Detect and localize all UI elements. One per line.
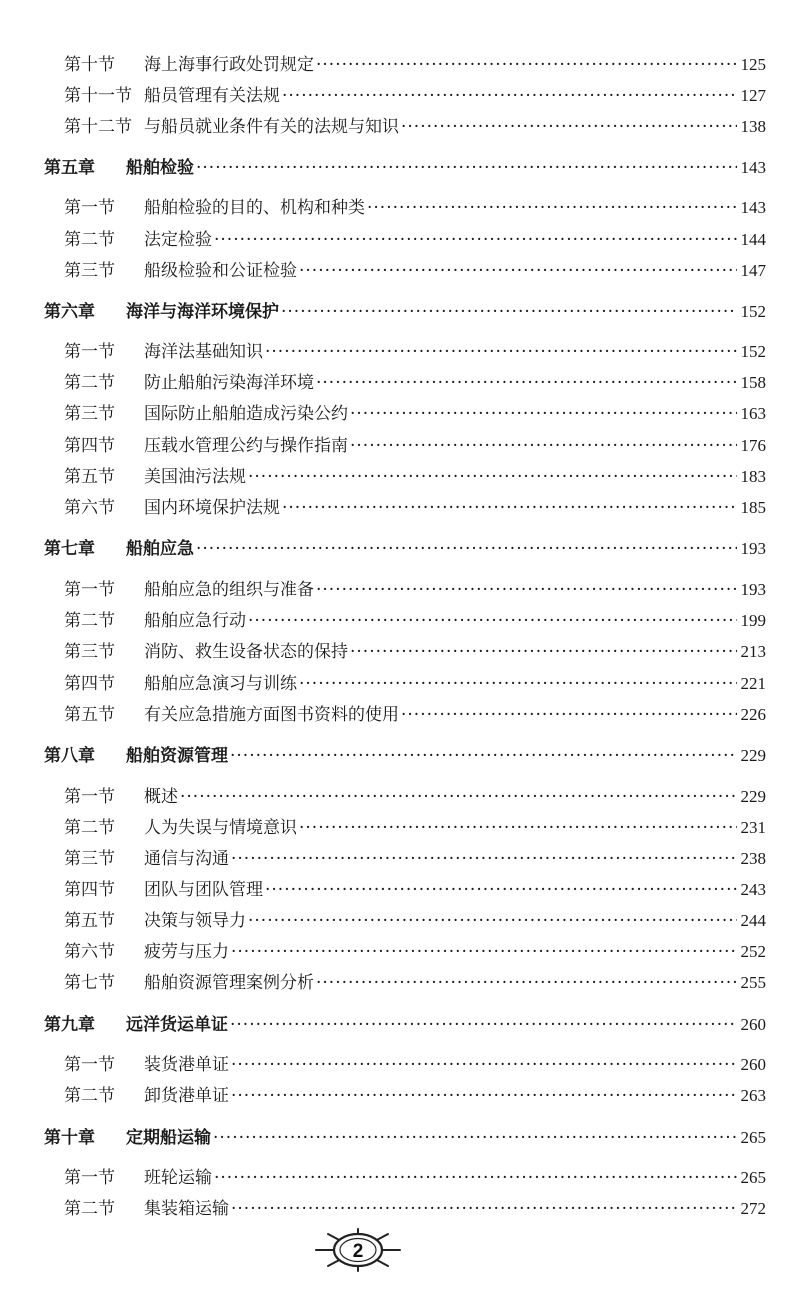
section-number: 第一节 (64, 342, 115, 362)
section-number: 第四节 (64, 880, 115, 900)
dot-leader (265, 338, 737, 366)
dot-leader (196, 535, 737, 563)
section-title: 班轮运输 (144, 1168, 212, 1188)
section-number: 第一节 (64, 1168, 115, 1188)
section-number: 第二节 (64, 1199, 115, 1219)
section-title: 船舶应急行动 (144, 611, 246, 631)
section-entry (64, 845, 766, 873)
section-entry (64, 400, 766, 428)
page-reference: 229 (740, 787, 766, 806)
section-title: 法定检验 (144, 230, 212, 250)
dot-leader (316, 369, 737, 397)
dot-leader (316, 969, 737, 997)
dot-leader (282, 82, 737, 110)
chapter-title: 船舶检验 (126, 158, 194, 178)
page-reference: 143 (740, 158, 766, 177)
page-reference: 144 (740, 230, 766, 249)
dot-leader (196, 154, 737, 182)
section-number: 第一节 (64, 198, 115, 218)
page-reference: 255 (740, 973, 766, 992)
section-title: 美国油污法规 (144, 467, 246, 487)
section-title: 概述 (144, 787, 178, 807)
chapter-entry (44, 1124, 766, 1152)
section-title: 与船员就业条件有关的法规与知识 (144, 117, 399, 137)
section-entry (64, 257, 766, 285)
section-title: 船舶资源管理案例分析 (144, 973, 314, 993)
page-reference: 176 (740, 436, 766, 455)
dot-leader (299, 670, 737, 698)
section-number: 第四节 (64, 674, 115, 694)
page-reference: 265 (740, 1168, 766, 1187)
section-entry (64, 1082, 766, 1110)
chapter-title: 海洋与海洋环境保护 (126, 302, 279, 322)
dot-leader (281, 298, 737, 326)
page-reference: 127 (740, 86, 766, 105)
section-entry (64, 969, 766, 997)
page-reference: 265 (740, 1128, 766, 1147)
section-number: 第二节 (64, 611, 115, 631)
section-number: 第二节 (64, 230, 115, 250)
dot-leader (299, 257, 737, 285)
dot-leader (231, 845, 737, 873)
section-number: 第五节 (64, 911, 115, 931)
page-reference: 252 (740, 942, 766, 961)
chapter-title: 船舶应急 (126, 539, 194, 559)
dot-leader (230, 742, 737, 770)
section-title: 船舶应急的组织与准备 (144, 580, 314, 600)
section-number: 第五节 (64, 467, 115, 487)
page-reference: 158 (740, 373, 766, 392)
dot-leader (401, 113, 737, 141)
section-entry (64, 369, 766, 397)
section-entry (64, 907, 766, 935)
dot-leader (350, 638, 737, 666)
section-number: 第一节 (64, 787, 115, 807)
dot-leader (248, 607, 737, 635)
section-entry (64, 1164, 766, 1192)
chapter-number: 第五章 (44, 158, 95, 178)
page-reference: 263 (740, 1086, 766, 1105)
dot-leader (231, 1051, 737, 1079)
chapter-number: 第八章 (44, 746, 95, 766)
section-number: 第十一节 (64, 86, 132, 106)
dot-leader (231, 1195, 737, 1223)
dot-leader (214, 226, 737, 254)
page-reference: 243 (740, 880, 766, 899)
page-reference: 125 (740, 55, 766, 74)
page-reference: 221 (740, 674, 766, 693)
section-title: 决策与领导力 (144, 911, 246, 931)
chapter-number: 第六章 (44, 302, 95, 322)
section-title: 装货港单证 (144, 1055, 229, 1075)
section-title: 国内环境保护法规 (144, 498, 280, 518)
page-reference: 152 (740, 342, 766, 361)
dot-leader (214, 1164, 737, 1192)
chapter-title: 远洋货运单证 (126, 1015, 228, 1035)
page-reference: 185 (740, 498, 766, 517)
page-reference: 183 (740, 467, 766, 486)
dot-leader (230, 1011, 737, 1039)
page-reference: 138 (740, 117, 766, 136)
page-reference: 163 (740, 404, 766, 423)
page-reference: 260 (740, 1015, 766, 1034)
section-title: 通信与沟通 (144, 849, 229, 869)
page-reference: 213 (740, 642, 766, 661)
section-number: 第三节 (64, 849, 115, 869)
section-number: 第三节 (64, 404, 115, 424)
section-title: 团队与团队管理 (144, 880, 263, 900)
dot-leader (231, 1082, 737, 1110)
section-number: 第二节 (64, 373, 115, 393)
section-entry (64, 876, 766, 904)
section-title: 船员管理有关法规 (144, 86, 280, 106)
section-entry (64, 638, 766, 666)
section-entry (64, 194, 766, 222)
section-title: 疲劳与压力 (144, 942, 229, 962)
section-entry (64, 338, 766, 366)
dot-leader (367, 194, 737, 222)
section-entry (64, 1051, 766, 1079)
page-reference: 147 (740, 261, 766, 280)
section-number: 第五节 (64, 705, 115, 725)
chapter-entry (44, 154, 766, 182)
section-title: 船舶应急演习与训练 (144, 674, 297, 694)
section-entry (64, 51, 766, 79)
section-entry (64, 814, 766, 842)
page-reference: 260 (740, 1055, 766, 1074)
section-number: 第十二节 (64, 117, 132, 137)
section-title: 压载水管理公约与操作指南 (144, 436, 348, 456)
section-entry (64, 494, 766, 522)
section-entry (64, 82, 766, 110)
chapter-number: 第九章 (44, 1015, 95, 1035)
section-number: 第十节 (64, 55, 115, 75)
dot-leader (401, 701, 737, 729)
chapter-number: 第七章 (44, 539, 95, 559)
dot-leader (248, 907, 737, 935)
page-reference: 229 (740, 746, 766, 765)
section-entry (64, 938, 766, 966)
section-entry (64, 226, 766, 254)
section-entry (64, 670, 766, 698)
page-reference: 199 (740, 611, 766, 630)
dot-leader (316, 576, 737, 604)
section-number: 第二节 (64, 818, 115, 838)
section-title: 海洋法基础知识 (144, 342, 263, 362)
section-title: 集装箱运输 (144, 1199, 229, 1219)
chapter-number: 第十章 (44, 1128, 95, 1148)
page-reference: 152 (740, 302, 766, 321)
chapter-entry (44, 1011, 766, 1039)
page-reference: 272 (740, 1199, 766, 1218)
section-title: 人为失误与情境意识 (144, 818, 297, 838)
dot-leader (265, 876, 737, 904)
section-entry (64, 607, 766, 635)
section-title: 海上海事行政处罚规定 (144, 55, 314, 75)
page-reference: 226 (740, 705, 766, 724)
section-title: 卸货港单证 (144, 1086, 229, 1106)
chapter-entry (44, 298, 766, 326)
chapter-title: 船舶资源管理 (126, 746, 228, 766)
section-number: 第三节 (64, 261, 115, 281)
section-number: 第六节 (64, 498, 115, 518)
section-number: 第三节 (64, 642, 115, 662)
page-reference: 238 (740, 849, 766, 868)
section-entry (64, 701, 766, 729)
dot-leader (248, 463, 737, 491)
page-number-badge (308, 1226, 408, 1274)
section-title: 船级检验和公证检验 (144, 261, 297, 281)
dot-leader (316, 51, 737, 79)
section-number: 第一节 (64, 1055, 115, 1075)
dot-leader (350, 400, 737, 428)
section-number: 第四节 (64, 436, 115, 456)
section-entry (64, 432, 766, 460)
section-entry (64, 463, 766, 491)
chapter-title: 定期船运输 (126, 1128, 211, 1148)
section-number: 第一节 (64, 580, 115, 600)
page-number: 2 (352, 1241, 364, 1262)
section-entry (64, 1195, 766, 1223)
section-entry (64, 113, 766, 141)
section-number: 第二节 (64, 1086, 115, 1106)
dot-leader (180, 783, 737, 811)
section-title: 防止船舶污染海洋环境 (144, 373, 314, 393)
section-entry (64, 783, 766, 811)
chapter-entry (44, 742, 766, 770)
section-entry (64, 576, 766, 604)
section-title: 有关应急措施方面图书资料的使用 (144, 705, 399, 725)
page-reference: 143 (740, 198, 766, 217)
page-reference: 231 (740, 818, 766, 837)
page-reference: 244 (740, 911, 766, 930)
section-number: 第六节 (64, 942, 115, 962)
chapter-entry (44, 535, 766, 563)
dot-leader (213, 1124, 737, 1152)
dot-leader (299, 814, 737, 842)
dot-leader (350, 432, 737, 460)
page-reference: 193 (740, 539, 766, 558)
section-title: 国际防止船舶造成污染公约 (144, 404, 348, 424)
section-title: 消防、救生设备状态的保持 (144, 642, 348, 662)
page-reference: 193 (740, 580, 766, 599)
ship-wheel-icon (308, 1226, 408, 1274)
dot-leader (231, 938, 737, 966)
dot-leader (282, 494, 737, 522)
section-title: 船舶检验的目的、机构和种类 (144, 198, 365, 218)
section-number: 第七节 (64, 973, 115, 993)
